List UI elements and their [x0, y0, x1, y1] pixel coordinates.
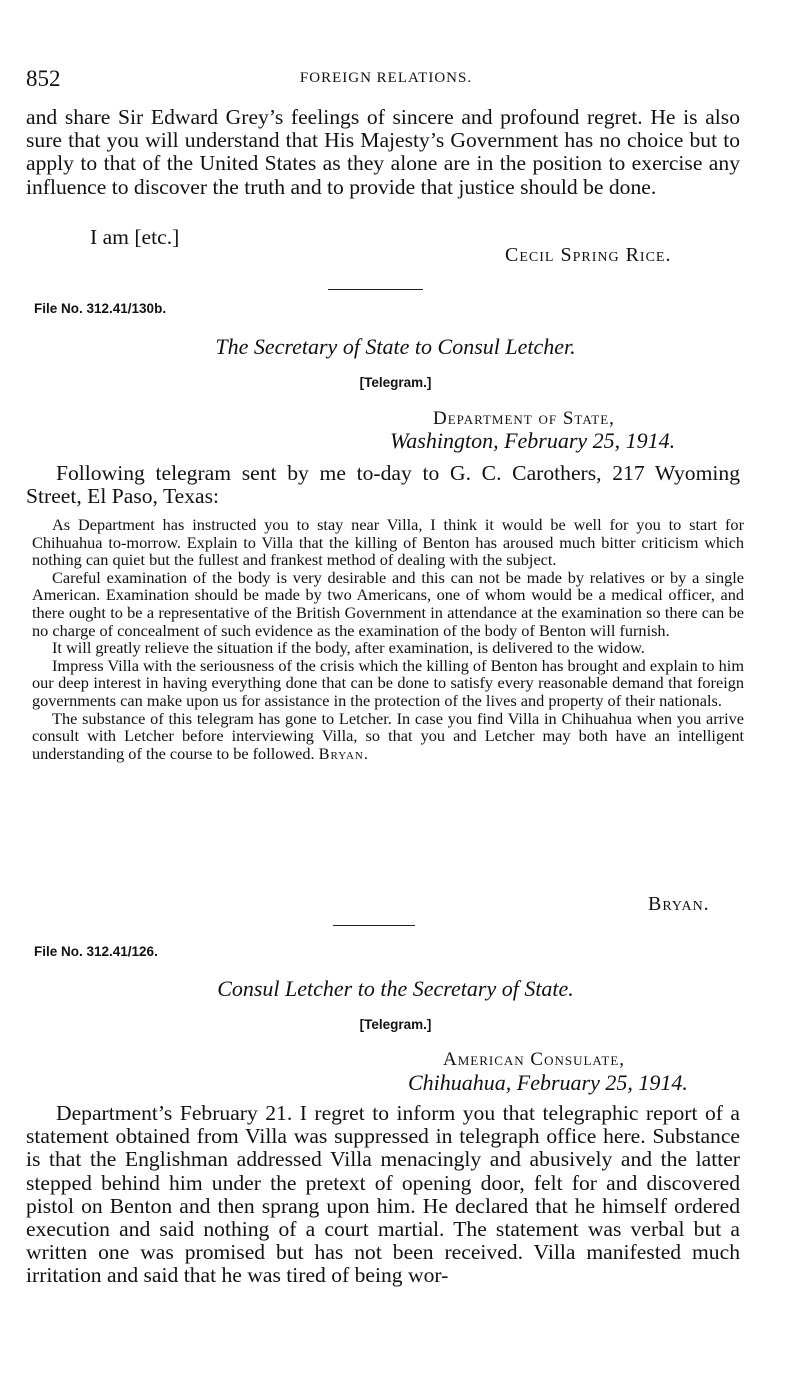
telegram-label: [Telegram.]	[359, 375, 432, 390]
continued-paragraph: and share Sir Edward Grey’s feelings of sincere and profound regret. He is also sure that you will understand that His Majesty’s Government has no choice but to apply to that of the United States as they alone are in the position to exercise any influence to discover the truth and to provide that justice should be done.	[26, 105, 740, 199]
document-title: The Secretary of State to Consul Letcher.	[215, 334, 576, 359]
running-head: FOREIGN RELATIONS.	[299, 70, 473, 86]
document-title: Consul Letcher to the Secretary of State.	[217, 976, 574, 1001]
signature-bryan: Bryan.	[648, 893, 710, 915]
sender-office: American Consulate,	[443, 1049, 626, 1070]
page-header	[26, 66, 746, 94]
consul-report: Department’s February 21. I regret to inform you that telegraphic report of a statement obtained from Villa was suppressed in telegraph office here. Substance is that the Englishman addressed Villa menacingly and abusively and the latter stepped behind him under the pretext of opening door, felt for and discovered pistol on Benton and then sprang upon him. He declared that he himself ordered execution and said nothing of a court martial. The statement was verbal but a written one was promised but has not been received. Villa manifested much irritation and said that he was tired of being wor-	[26, 1101, 740, 1288]
section-divider	[333, 925, 415, 926]
telegram-paragraph: As Department has instructed you to stay near Villa, I think it would be well for you to start for Chihuahua to-morrow. Explain to Villa that the killing of Benton has aroused much bitter criticism which nothing can quiet but the fullest and frankest method of dealing with the subject.	[32, 515, 744, 570]
inline-signature: Bryan.	[318, 743, 369, 763]
telegram-intro: Following telegram sent by me to-day to G. C. Carothers, 217 Wyoming Street, El Paso, Texas:	[26, 461, 740, 509]
page-number: 852	[26, 66, 61, 91]
telegram-paragraph: It will greatly relieve the situation if the body, after examination, is delivered to the widow.	[52, 638, 645, 658]
telegram-paragraph: Impress Villa with the seriousness of the crisis which the killing of Benton has brought and explain to him our deep interest in having everything done that can be done to satisfy every reasonable demand that foreign governments can make upon us for assistance in the protection of the lives and property of their nationals.	[32, 655, 744, 710]
telegram-label: [Telegram.]	[359, 1017, 432, 1032]
sender-office: Department of State,	[433, 408, 615, 429]
closing-formula: I am [etc.]	[90, 225, 180, 249]
file-number: File No. 312.41/130b.	[34, 301, 167, 316]
telegram-paragraph-text: The substance of this telegram has gone to Letcher. In case you find Villa in Chihuahua when you arrive consult with Letcher before interviewing Villa, so that you and Letcher may both have an intelligent understanding of the course to be followed.	[32, 708, 744, 763]
signature-spring-rice: Cecil Spring Rice.	[505, 244, 672, 266]
place-date: Chihuahua, February 25, 1914.	[408, 1070, 688, 1095]
telegram-paragraph	[32, 710, 744, 763]
telegram-paragraph: Careful examination of the body is very desirable and this can not be made by relatives or by a single American. Examination should be made by two Americans, one of whom would be a medical officer, and there ought to be a representative of the British Government in attendance at the examination so there can be no charge of concealment of such evidence as the examination of the body of Benton will furnish.	[32, 567, 744, 640]
place-date: Washington, February 25, 1914.	[390, 428, 676, 453]
file-number: File No. 312.41/126.	[34, 944, 158, 959]
telegram-body	[32, 516, 744, 762]
section-divider	[328, 289, 423, 290]
